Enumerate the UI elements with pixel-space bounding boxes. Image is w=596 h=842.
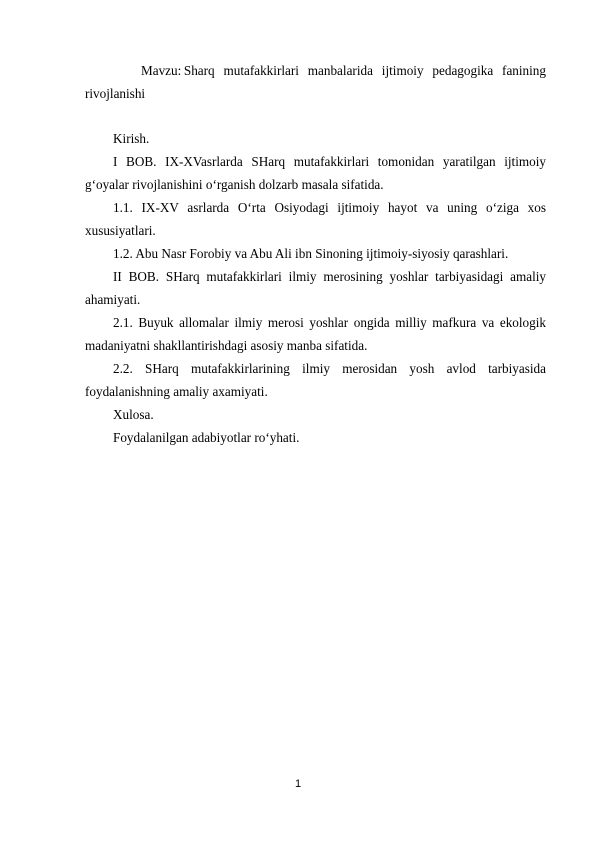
contents-item-section-1-2: 1.2. Abu Nasr Forobiy va Abu Ali ibn Sinoning ijtimoiy-siyosiy qarashlari. bbox=[113, 246, 509, 261]
contents-item-chapter-1: I BOB. IX-XVasrlarda SHarq mutafakkirlari tomonidan yaratilgan ijtimoiy g‘oyalar rivojlanishini o‘rganish dolzarb masala sifatida. bbox=[85, 154, 546, 192]
contents-item-section-2-1: 2.1. Buyuk allomalar ilmiy merosi yoshlar ongida milliy mafkura va ekologik madaniyatni shakllantirishdagi asosiy manba sifatida. bbox=[85, 315, 546, 353]
contents-item-section-2-2: 2.2. SHarq mutafakkirlarining ilmiy merosidan yosh avlod tarbiyasida foydalanishning amaliy axamiyati. bbox=[85, 361, 546, 399]
page-number: 1 bbox=[294, 778, 302, 790]
topic-title: Sharq mutafakkirlari manbalarida ijtimoiy pedagogika fanining rivojlanishi bbox=[85, 63, 546, 101]
contents-item-introduction: Kirish. bbox=[113, 131, 150, 146]
contents-item-references: Foydalanilgan adabiyotlar ro‘yhati. bbox=[113, 430, 300, 445]
contents-item-conclusion: Xulosa. bbox=[113, 407, 154, 422]
contents-item-section-1-1: 1.1. IX-XV asrlarda O‘rta Osiyodagi ijtimoiy hayot va uning o‘ziga xos xususiyatlari. bbox=[85, 200, 546, 238]
topic-paragraph bbox=[85, 59, 546, 105]
contents-item-chapter-2: II BOB. SHarq mutafakkirlari ilmiy merosining yoshlar tarbiyasidagi amaliy ahamiyati. bbox=[85, 269, 546, 307]
topic-label: Mavzu: bbox=[141, 63, 182, 78]
